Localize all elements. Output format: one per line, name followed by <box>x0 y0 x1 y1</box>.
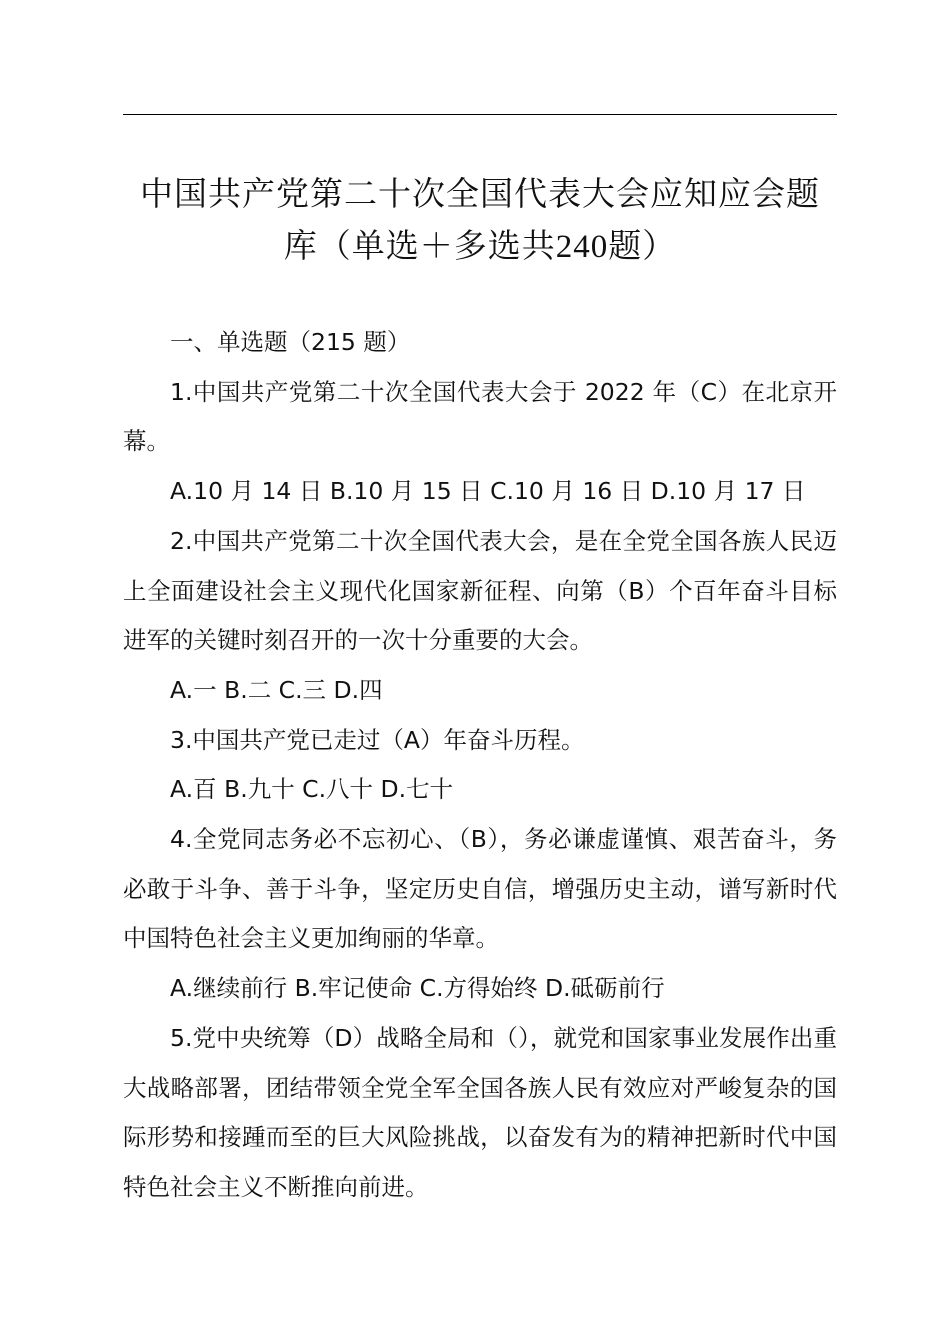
title-line-1: 中国共产党第二十次全国代表大会应知应会题 <box>140 174 820 213</box>
question-stem-1: 1.中国共产党第二十次全国代表大会于 2022 年（C）在北京开幕。 <box>123 377 837 456</box>
question-stem-5: 5.党中央统筹（D）战略全局和（），就党和国家事业发展作出重大战略部署，团结带领全党全军全国各族人民有效应对严峻复杂的国际形势和接踵而至的巨大风险挑战，以奋发有为的精神把新时代中国特色社会主义不断推向前进。 <box>123 1023 837 1201</box>
title-line-2-prefix: 库（单选＋多选共 <box>283 226 556 265</box>
document-body <box>123 318 837 1213</box>
question-options-3: A.百 B.九十 C.八十 D.七十 <box>170 775 454 804</box>
title-line-2-suffix: 题） <box>608 226 677 265</box>
question-stem-2: 2.中国共产党第二十次全国代表大会，是在全党全国各族人民迈上全面建设社会主义现代化国家新征程、向第（B）个百年奋斗目标进军的关键时刻召开的一次十分重要的大会。 <box>123 526 837 655</box>
question-options-2: A.一 B.二 C.三 D.四 <box>170 675 383 704</box>
document-title <box>118 168 842 273</box>
title-line-2 <box>118 220 842 273</box>
title-question-count: 240 <box>555 229 609 265</box>
question-stem-4: 4.全党同志务必不忘初心、（B），务必谦虚谨慎、艰苦奋斗，务必敢于斗争、善于斗争，坚定历史自信，增强历史主动，谱写新时代中国特色社会主义更加绚丽的华章。 <box>123 825 837 953</box>
section-heading: 一、单选题（215 题） <box>170 328 411 356</box>
header-rule <box>123 114 837 115</box>
question-stem-3: 3.中国共产党已走过（A）年奋斗历程。 <box>170 725 585 754</box>
question-options-4: A.继续前行 B.牢记使命 C.方得始终 D.砥砺前行 <box>170 974 665 1003</box>
question-options-1: A.10 月 14 日 B.10 月 15 日 C.10 月 16 日 D.10 月 17 日 <box>170 477 806 506</box>
